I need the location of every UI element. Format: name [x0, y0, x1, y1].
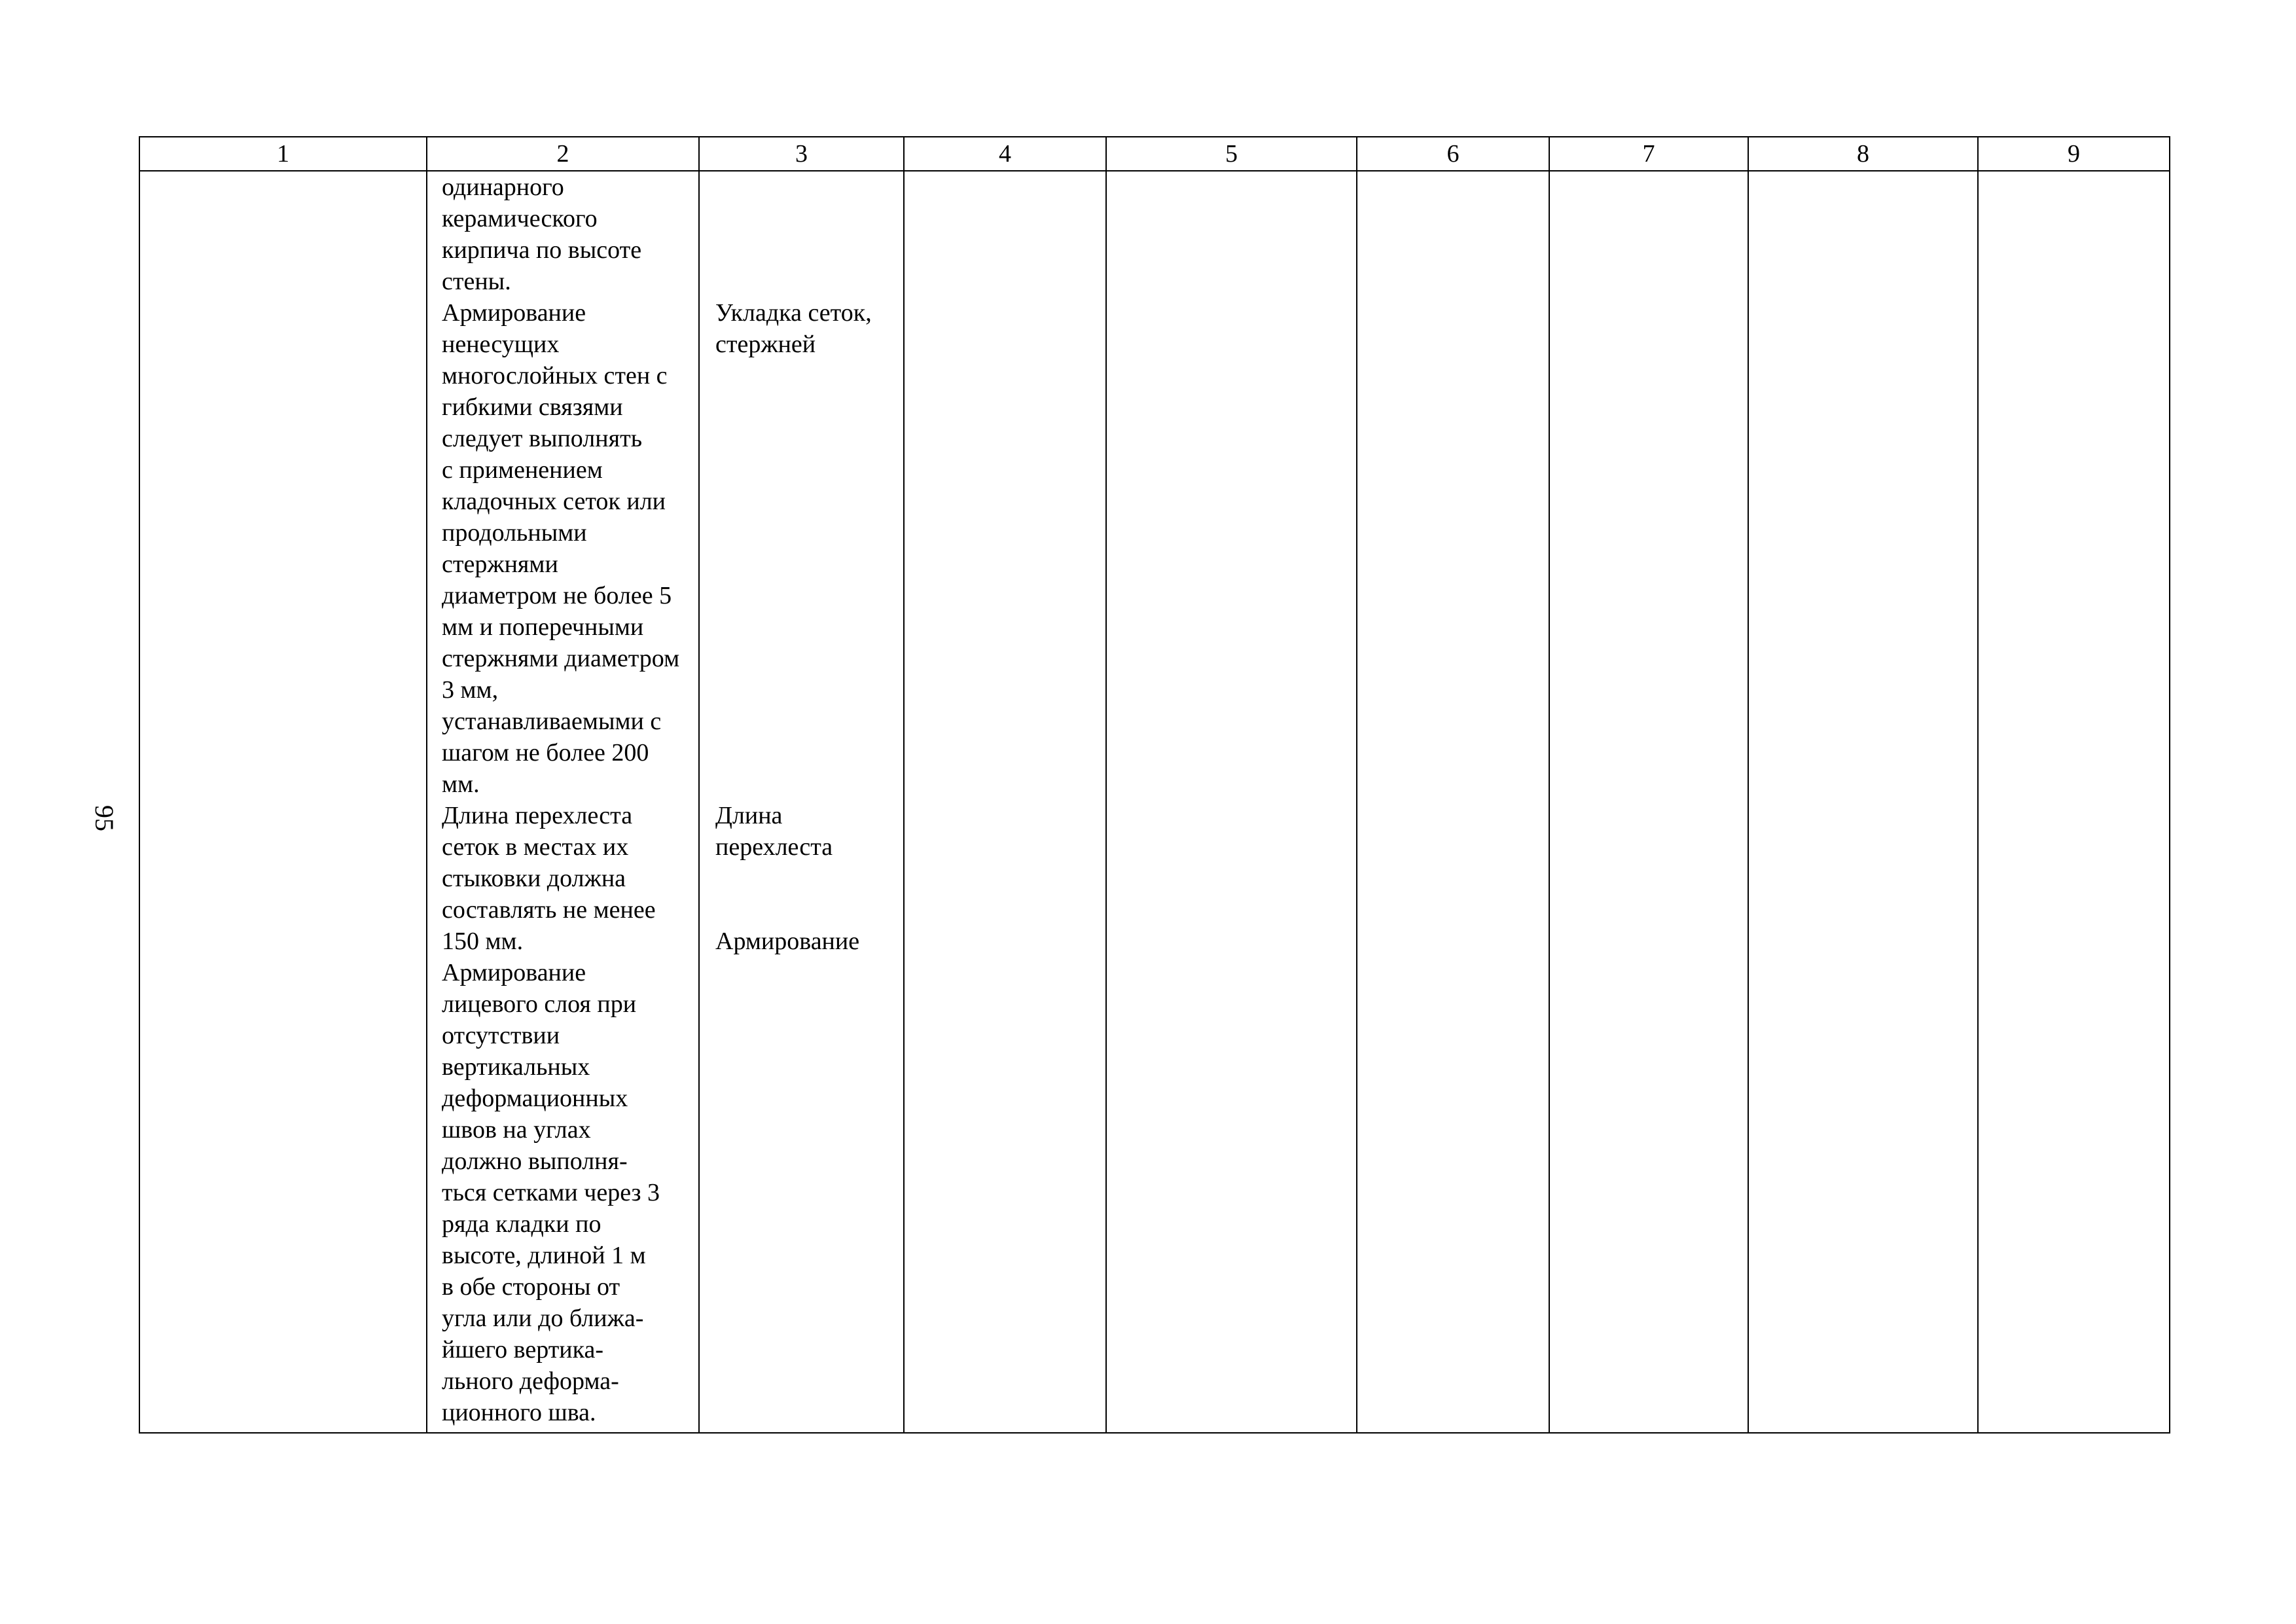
header-cell-6: 6	[1357, 137, 1549, 171]
cell-col5	[1106, 171, 1357, 1433]
cell-col7	[1549, 171, 1748, 1433]
header-cell-7: 7	[1549, 137, 1748, 171]
cell-col4	[904, 171, 1106, 1433]
header-cell-4: 4	[904, 137, 1106, 171]
header-cell-8: 8	[1748, 137, 1978, 171]
table-row	[139, 171, 2170, 1433]
cell-col9	[1978, 171, 2170, 1433]
page-number: 95	[90, 805, 120, 831]
cell-col3	[699, 171, 904, 1433]
header-row	[139, 137, 2170, 171]
header-cell-5: 5	[1106, 137, 1357, 171]
header-cell-3: 3	[699, 137, 904, 171]
cell-col2	[427, 171, 699, 1433]
cell-col6	[1357, 171, 1549, 1433]
control-item-2: Длина перехлеста	[715, 802, 833, 861]
requirement-text-3: Длина перехлеста сеток в местах их стыковки должна составлять не менее 150 мм.	[442, 802, 656, 955]
header-cell-1: 1	[139, 137, 427, 171]
requirements-table	[139, 136, 2170, 1434]
control-item-3: Армирование	[715, 928, 860, 955]
header-cell-2: 2	[427, 137, 699, 171]
cell-col8	[1748, 171, 1978, 1433]
requirement-text-4: Армирование лицевого слоя при отсутствии вертикальных деформационных швов на углах должно выполня- ться сетками через 3 ряда кладки по высоте, длиной 1 м в обе стороны от угла или до ближа- йшего вертика- льного деформа- ционного шва.	[442, 959, 660, 1426]
requirement-text-2: Армирование ненесущих многослойных стен с гибкими связями следует выполнять с применением кладочных сеток или продольными стержнями диаметром не более 5 мм и поперечными стержнями диаметром 3 мм, устанавливаемыми с шагом не более 200 мм.	[442, 299, 680, 798]
requirement-text-1: одинарного керамического кирпича по высоте стены.	[442, 173, 642, 295]
control-item-1: Укладка сеток, стержней	[715, 299, 872, 358]
cell-col1	[139, 171, 427, 1433]
header-cell-9: 9	[1978, 137, 2170, 171]
